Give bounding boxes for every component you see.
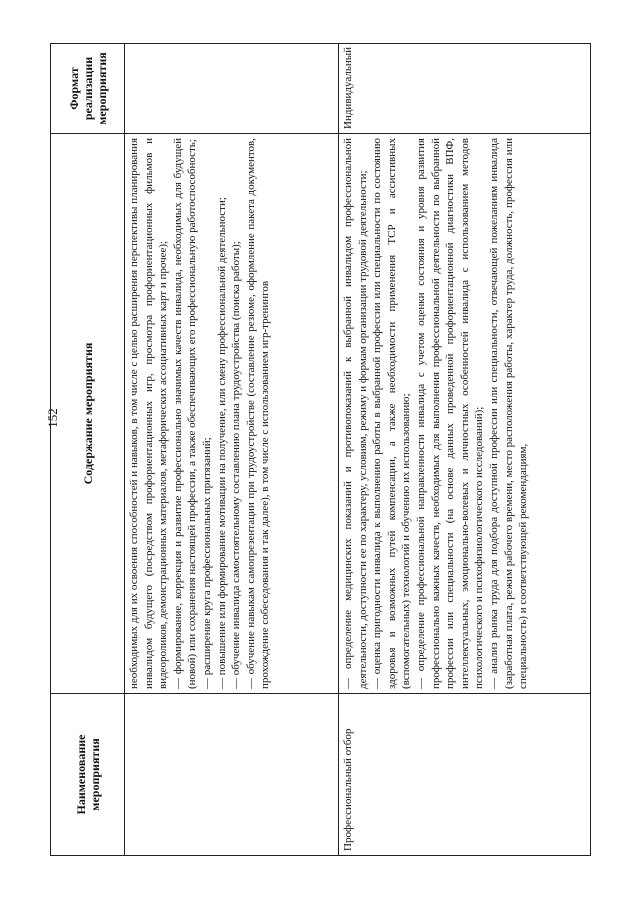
- content-paragraph: — повышение или формирование мотивации на получение, или смену профессиональной деятельности;: [215, 197, 228, 689]
- page-number: 152: [45, 408, 60, 428]
- activity-format: [125, 44, 339, 134]
- content-paragraph: — определение медицинских показаний и противопоказаний к выбранной инвалидом профессиональной деятельности, доступности ее по характеру, условиям, режиму и формам организации трудовой деятельности;: [342, 138, 369, 689]
- activities-table: [50, 43, 591, 856]
- content-paragraph: — обучение навыкам самопрезентации при трудоустройстве (составление резюме, оформление пакета документов, прохождение собеседования и так далее), в том числе с использованием игр-тренингов: [244, 138, 272, 689]
- content-paragraph: — анализ рынка труда для подбора доступной профессии или специальности, отвечающей пожеланиям инвалида (заработная плата, режим рабочего времени, место расположения работы, характер труда, должность, профессия или специальность) и соответствующей рекомендациям,: [487, 138, 530, 689]
- content-paragraph: — формирование, коррекция и развитие профессионально значимых качеств инвалида, необходимых для будущей (новой) или сохранения настоящей профессии, а также обеспечивающих его профессиональную работоспособность;: [171, 138, 199, 689]
- activity-content: [125, 134, 339, 694]
- activity-content: [339, 134, 591, 694]
- rotated-table-container: [50, 44, 590, 856]
- header-content: Содержание мероприятия: [51, 134, 125, 694]
- table-header-row: [51, 44, 125, 856]
- content-paragraph: — обучение инвалида самостоятельному составлению плана трудоустройства (поиска работы);: [230, 241, 243, 689]
- content-paragraph: — оценка пригодности инвалида к выполнению работы в выбранной профессии или специальности по состоянию здоровья и возможных путей компенсации, а также необходимости применения ТСР и ассистивных (вспомогательных) технологий и обучению их использованию;: [371, 138, 413, 689]
- activity-name: [125, 694, 339, 856]
- header-name: Наименование мероприятия: [51, 694, 125, 856]
- activity-name: Профессиональный отбор: [339, 694, 591, 856]
- content-paragraph: — расширение круга профессиональных притязаний;: [200, 437, 213, 689]
- header-format: Формат реализации мероприятия: [51, 44, 125, 134]
- content-paragraph: необходимых для их освоения способностей и навыков, в том числе с целью расширения перспективы планирования инвалидом будущего (посредством профориентационных игр, просмотра профориентационных фильмов и видеороликов, демонстрационных материалов, метафорических ассоциативных карт и прочее);: [128, 138, 170, 689]
- table-row: [339, 44, 591, 856]
- activity-format: Индивидуальный: [339, 44, 591, 134]
- content-paragraph: — определение профессиональной направленности инвалида с учетом оценки состояния и уровня развития профессионально важных качеств, необходимых для выполнения профессиональной деятельности по выбранной профессии или специальности (на основе данных проведенной профориентационной диагностики ВПФ, интеллектуальных, эмоционально-волевых и личностных особенностей инвалида с использованием методов психологического и психофизиологического исследований);: [414, 138, 486, 689]
- table-row: [125, 44, 339, 856]
